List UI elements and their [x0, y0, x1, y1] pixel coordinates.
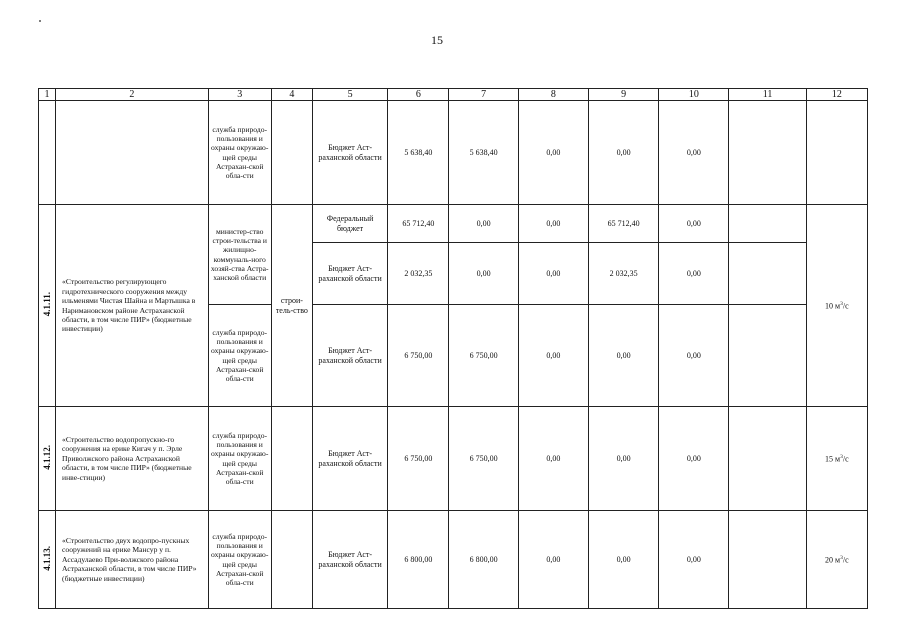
col-header: 9	[588, 89, 658, 101]
table-row	[39, 407, 868, 511]
header-row	[39, 89, 868, 101]
cell-executor: служба природо-пользования и охраны окружаю-щей среды Астрахан-ской обла-сти	[208, 511, 271, 609]
cell-value: 0,00	[518, 511, 588, 609]
col-header: 1	[39, 89, 56, 101]
cell-source: Бюджет Аст-раханской области	[312, 305, 387, 407]
col-header: 2	[56, 89, 209, 101]
cell-value: 0,00	[659, 511, 729, 609]
cell-executor: министер-ство строи-тельства и жилищно-коммуналь-ного хозяй-ства Астра-ханской области	[208, 205, 271, 305]
cell-value: 0,00	[518, 407, 588, 511]
cell-value: 5 638,40	[449, 101, 518, 205]
cell-capacity	[806, 101, 867, 205]
cell-value: 5 638,40	[388, 101, 449, 205]
cell-value: 0,00	[659, 407, 729, 511]
cell-code	[39, 101, 56, 205]
cell-title	[56, 101, 209, 205]
cell-empty	[729, 511, 806, 609]
cell-value: 2 032,35	[388, 243, 449, 305]
cell-executor: служба природо-пользования и охраны окружаю-щей среды Астрахан-ской обла-сти	[208, 305, 271, 407]
col-header: 5	[312, 89, 387, 101]
cell-code: 4.1.13.	[39, 511, 56, 609]
cell-value: 0,00	[659, 243, 729, 305]
col-header: 6	[388, 89, 449, 101]
cell-empty	[729, 101, 806, 205]
cell-value: 6 800,00	[449, 511, 518, 609]
cell-title: «Строительство двух водопро-пускных сооружений на ерике Мансур у п. Ассадулаево При-волжского района Астраханской области, в том числе ПИР» (бюджетные инвестиции)	[56, 511, 209, 609]
cell-value: 0,00	[588, 101, 658, 205]
cell-code: 4.1.11.	[39, 205, 56, 407]
cell-capacity: 10 $м^3/с$	[806, 205, 867, 407]
cell-value: 0,00	[588, 511, 658, 609]
cell-value: 6 800,00	[388, 511, 449, 609]
cell-value: 0,00	[588, 305, 658, 407]
page-number: 15	[431, 33, 443, 47]
cell-source: Бюджет Аст-раханской области	[312, 243, 387, 305]
cell-title: «Строительство водопропускно-го сооружения на ерике Кигач у п. Эрле Приволжского района Астраханской области, в том числе ПИР» (бюджетные инве-стиции)	[56, 407, 209, 511]
cell-work-type	[271, 511, 312, 609]
scan-speck	[39, 20, 41, 22]
cell-executor: служба природо-пользования и охраны окружаю-щей среды Астрахан-ской обла-сти	[208, 407, 271, 511]
cell-empty	[729, 407, 806, 511]
cell-value: 0,00	[518, 243, 588, 305]
table-row	[39, 205, 868, 243]
cell-value: 0,00	[449, 243, 518, 305]
col-header: 4	[271, 89, 312, 101]
cell-value: 0,00	[659, 205, 729, 243]
cell-value: 6 750,00	[449, 305, 518, 407]
cell-title: «Строительство регулирующего гидротехнического сооружения между ильменями Чистая Шайна и Мартышка в Наримановском районе Астраханской области, в том числе ПИР» (бюджетные инвестиции)	[56, 205, 209, 407]
cell-source: Бюджет Аст-раханской области	[312, 511, 387, 609]
cell-empty	[729, 243, 806, 305]
cell-value: 65 712,40	[588, 205, 658, 243]
col-header: 10	[659, 89, 729, 101]
col-header: 8	[518, 89, 588, 101]
cell-source: Бюджет Аст-раханской области	[312, 101, 387, 205]
cell-value: 0,00	[518, 205, 588, 243]
program-table	[38, 88, 868, 609]
col-header: 11	[729, 89, 806, 101]
cell-work-type: строи-тель-ство	[271, 205, 312, 407]
table-row	[39, 511, 868, 609]
cell-value: 0,00	[449, 205, 518, 243]
cell-empty	[729, 305, 806, 407]
col-header: 3	[208, 89, 271, 101]
cell-value: 0,00	[588, 407, 658, 511]
cell-value: 6 750,00	[449, 407, 518, 511]
cell-code: 4.1.12.	[39, 407, 56, 511]
cell-value: 0,00	[518, 101, 588, 205]
cell-capacity: 15 $м^3/с$	[806, 407, 867, 511]
cell-value: 0,00	[518, 305, 588, 407]
cell-source: Бюджет Аст-раханской области	[312, 407, 387, 511]
cell-value: 6 750,00	[388, 407, 449, 511]
cell-value: 6 750,00	[388, 305, 449, 407]
col-header: 7	[449, 89, 518, 101]
cell-value: 65 712,40	[388, 205, 449, 243]
cell-source: Федеральный бюджет	[312, 205, 387, 243]
table-row	[39, 101, 868, 205]
cell-capacity: 20 $м^3/с$	[806, 511, 867, 609]
cell-value: 0,00	[659, 305, 729, 407]
cell-value: 0,00	[659, 101, 729, 205]
cell-executor: служба природо-пользования и охраны окружаю-щей среды Астрахан-ской обла-сти	[208, 101, 271, 205]
cell-work-type	[271, 407, 312, 511]
cell-work-type	[271, 101, 312, 205]
cell-empty	[729, 205, 806, 243]
cell-value: 2 032,35	[588, 243, 658, 305]
col-header: 12	[806, 89, 867, 101]
